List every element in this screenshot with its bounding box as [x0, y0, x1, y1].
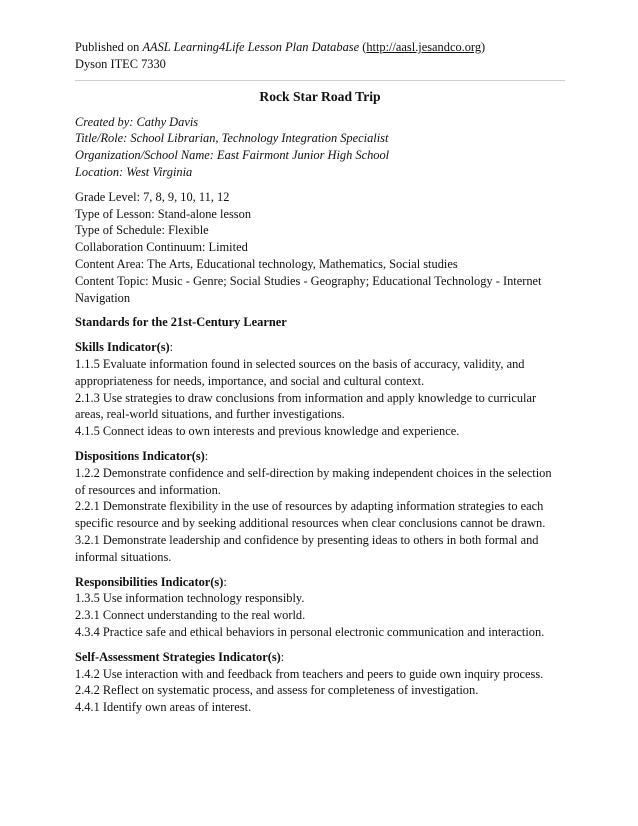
collaboration-continuum: Collaboration Continuum: Limited — [75, 240, 248, 255]
skills-line: 4.1.5 Connect ideas to own interests and previous knowledge and experience. — [75, 424, 460, 439]
document-title: Rock Star Road Trip — [259, 88, 381, 104]
dispositions-heading-colon: : — [204, 448, 209, 463]
header-divider — [75, 80, 565, 81]
spacer — [75, 331, 575, 339]
dispositions-line: informal situations. — [75, 549, 172, 564]
skills-heading-colon: : — [169, 340, 174, 355]
spacer — [75, 566, 575, 574]
responsibilities-heading: Responsibilities Indicator(s) — [75, 574, 224, 589]
skills-line: 1.1.5 Evaluate information found in selected sources on the basis of accuracy, validity, and — [75, 356, 525, 371]
dispositions-line: specific resource and by seeking additional resources when clear conclusions cannot be drawn. — [75, 516, 546, 531]
responsibilities-line: 1.3.5 Use information technology responsibly. — [75, 591, 305, 606]
responsibilities-heading-colon: : — [223, 574, 227, 589]
published-url-close: ) — [481, 40, 486, 54]
self-assessment-heading: Self-Assessment Strategies Indicator(s) — [75, 649, 281, 664]
dispositions-heading: Dispositions Indicator(s) — [75, 448, 205, 463]
skills-line: 2.1.3 Use strategies to draw conclusions from information and apply knowledge to curricular — [75, 390, 537, 405]
grade-level: Grade Level: 7, 8, 9, 10, 11, 12 — [75, 189, 230, 204]
responsibilities-line: 2.3.1 Connect understanding to the real world. — [75, 608, 306, 623]
responsibilities-section — [75, 574, 575, 641]
course-line: Dyson ITEC 7330 — [75, 56, 166, 71]
dispositions-section — [75, 448, 575, 566]
published-url-open: ( — [359, 40, 367, 54]
published-line — [75, 39, 575, 56]
skills-section — [75, 339, 575, 440]
self-assessment-line: 2.4.2 Reflect on systematic process, and assess for completeness of investigation. — [75, 683, 479, 698]
content-topic-line-2: Navigation — [75, 290, 131, 305]
published-url-link[interactable]: http://aasl.jesandco.org — [366, 40, 482, 54]
spacer — [75, 306, 575, 314]
self-assessment-line: 1.4.2 Use interaction with and feedback from teachers and peers to guide own inquiry process. — [75, 666, 544, 681]
skills-line: appropriateness for needs, importance, and social and cultural context. — [75, 373, 425, 388]
responsibilities-line: 4.3.4 Practice safe and ethical behaviors in personal electronic communication and interaction. — [75, 624, 545, 639]
type-of-schedule: Type of Schedule: Flexible — [75, 223, 209, 238]
spacer — [75, 641, 575, 649]
skills-heading: Skills Indicator(s) — [75, 340, 170, 355]
organization: Organization/School Name: East Fairmont Junior High School — [75, 148, 390, 163]
dispositions-line: 1.2.2 Demonstrate confidence and self-direction by making independent choices in the selection — [75, 465, 552, 480]
standards-heading: Standards for the 21st-Century Learner — [75, 315, 287, 330]
self-assessment-heading-colon: : — [280, 649, 285, 664]
location: Location: West Virginia — [75, 164, 193, 179]
document-page — [75, 39, 575, 716]
created-by: Created by: Cathy Davis — [75, 114, 199, 129]
content-topic-line-1: Content Topic: Music - Genre; Social Studies - Geography; Educational Technology - Internet — [75, 273, 542, 288]
self-assessment-section — [75, 649, 575, 716]
self-assessment-line: 4.4.1 Identify own areas of interest. — [75, 700, 252, 715]
dispositions-line: of resources and information. — [75, 482, 221, 497]
type-of-lesson: Type of Lesson: Stand-alone lesson — [75, 206, 252, 221]
dispositions-line: 2.2.1 Demonstrate flexibility in the use of resources by adapting information strategies to each — [75, 499, 544, 514]
content-area: Content Area: The Arts, Educational technology, Mathematics, Social studies — [75, 256, 458, 271]
dispositions-line: 3.2.1 Demonstrate leadership and confidence by presenting ideas to others in both formal and — [75, 532, 539, 547]
published-source: AASL Learning4Life Lesson Plan Database — [142, 40, 360, 54]
skills-line: areas, real-world situations, and further investigations. — [75, 407, 345, 422]
title-role: Title/Role: School Librarian, Technology Integration Specialist — [75, 131, 389, 146]
published-prefix: Published on — [75, 40, 143, 54]
spacer — [75, 181, 575, 189]
spacer — [75, 440, 575, 448]
